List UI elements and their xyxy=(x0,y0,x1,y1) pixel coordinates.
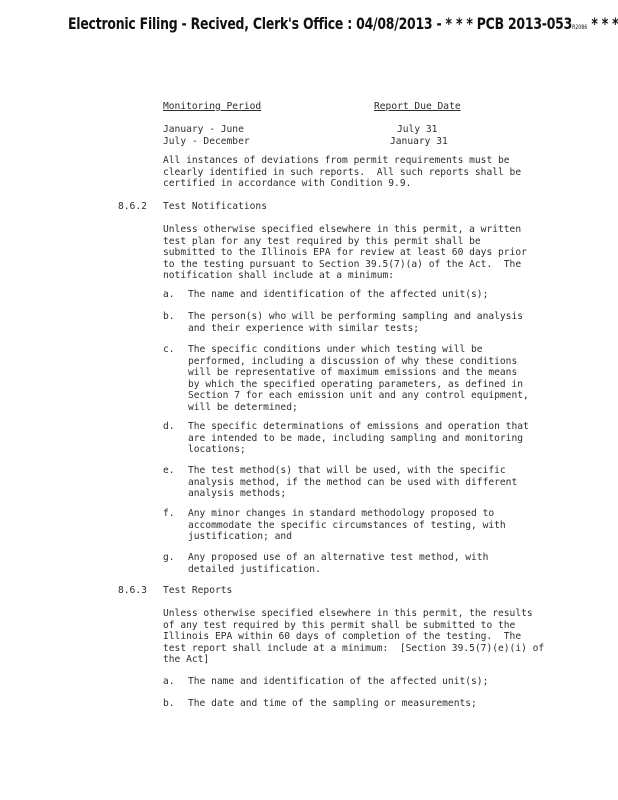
list-item-line: will be representative of maximum emissions and the means xyxy=(188,367,518,379)
list-item xyxy=(188,698,477,710)
list-item xyxy=(188,421,529,456)
list-item xyxy=(188,289,488,301)
list-item-line: The name and identification of the affected unit(s); xyxy=(188,676,489,687)
paragraph-line: of any test required by this permit shall be submitted to the xyxy=(163,619,516,631)
list-item-line: will be determined; xyxy=(188,401,298,413)
paragraph-line: notification shall include at a minimum: xyxy=(163,270,395,282)
list-item-line: locations; xyxy=(188,444,246,456)
paragraph-line: Illinois EPA within 60 days of completion of the testing. The xyxy=(163,631,522,643)
list-item-letter: a. xyxy=(163,289,175,300)
list-item xyxy=(188,465,517,500)
list-item-line: performed, including a discussion of why these conditions xyxy=(188,355,518,367)
paragraph-line: submitted to the Illinois EPA for review at least 60 days prior xyxy=(163,247,527,259)
list-item-line: Any minor changes in standard methodology proposed to xyxy=(188,508,495,519)
section-title: Test Notifications xyxy=(163,201,267,212)
list-item-line: are intended to be made, including sampling and monitoring xyxy=(188,432,524,444)
list-item xyxy=(188,508,506,543)
list-item-line: justification; and xyxy=(188,531,292,543)
list-item-line: The name and identification of the affected unit(s); xyxy=(188,289,489,300)
paragraph-line: Unless otherwise specified elsewhere in this permit, the results xyxy=(163,608,533,619)
filing-stamp xyxy=(67,14,618,33)
list-item xyxy=(188,311,523,334)
list-item-line: The specific determinations of emissions and operation that xyxy=(188,421,529,432)
paragraph-line: the Act] xyxy=(163,654,210,666)
paragraph-line: certified in accordance with Condition 9.9. xyxy=(163,178,412,190)
list-item-letter: a. xyxy=(163,676,175,687)
list-item-letter: g. xyxy=(163,552,175,563)
list-item-line: The date and time of the sampling or measurements; xyxy=(188,698,477,709)
list-item-line: The person(s) who will be performing sampling and analysis xyxy=(188,311,524,322)
list-item xyxy=(188,552,488,575)
list-item-line: and their experience with similar tests; xyxy=(188,322,420,334)
section-number: 8.6.3 xyxy=(118,585,147,596)
list-item xyxy=(188,344,529,414)
table-header-period: Monitoring Period xyxy=(163,101,262,112)
list-item-letter: d. xyxy=(163,421,175,432)
paragraph-line: clearly identified in such reports. All such reports shall be xyxy=(163,166,522,178)
section-intro xyxy=(163,224,527,282)
paragraph-line: test plan for any test required by this permit shall be xyxy=(163,235,481,247)
list-item-letter: e. xyxy=(163,465,175,476)
table-header-due: Report Due Date xyxy=(374,101,461,112)
filing-stamp-tail: * * * xyxy=(591,14,618,33)
list-item-letter: b. xyxy=(163,698,175,709)
filing-stamp-small: R2086 xyxy=(572,24,588,31)
table-row-due: January 31 xyxy=(390,136,448,147)
section-intro xyxy=(163,608,544,666)
list-item-line: analysis method, if the method can be used with different xyxy=(188,476,518,488)
list-item-line: The test method(s) that will be used, with the specific xyxy=(188,465,506,476)
list-item-line: Section 7 for each emission unit and any control equipment, xyxy=(188,390,529,402)
table-row-period: January - June xyxy=(163,124,244,135)
list-item xyxy=(188,676,488,688)
list-item-line: The specific conditions under which testing will be xyxy=(188,344,483,355)
filing-stamp-text: Electronic Filing - Recived, Clerk's Office : 04/08/2013 - * * * PCB 2013-053 xyxy=(67,14,573,33)
list-item-letter: c. xyxy=(163,344,175,355)
list-item-line: analysis methods; xyxy=(188,488,287,500)
paragraph-line: test report shall include at a minimum: [Section 39.5(7)(e)(i) of xyxy=(163,642,545,654)
list-item-letter: b. xyxy=(163,311,175,322)
deviation-paragraph xyxy=(163,155,521,190)
list-item-line: by which the specified operating parameters, as defined in xyxy=(188,378,524,390)
section-number: 8.6.2 xyxy=(118,201,147,212)
paragraph-line: to the testing pursuant to Section 39.5(7)(a) of the Act. The xyxy=(163,258,522,270)
table-row-due: July 31 xyxy=(397,124,438,135)
paragraph-line: Unless otherwise specified elsewhere in this permit, a written xyxy=(163,224,522,235)
list-item-line: Any proposed use of an alternative test method, with xyxy=(188,552,489,563)
section-title: Test Reports xyxy=(163,585,233,596)
paragraph-line: All instances of deviations from permit requirements must be xyxy=(163,155,510,166)
list-item-line: accommodate the specific circumstances of testing, with xyxy=(188,519,506,531)
list-item-line: detailed justification. xyxy=(188,563,321,575)
table-row-period: July - December xyxy=(163,136,250,147)
list-item-letter: f. xyxy=(163,508,175,519)
